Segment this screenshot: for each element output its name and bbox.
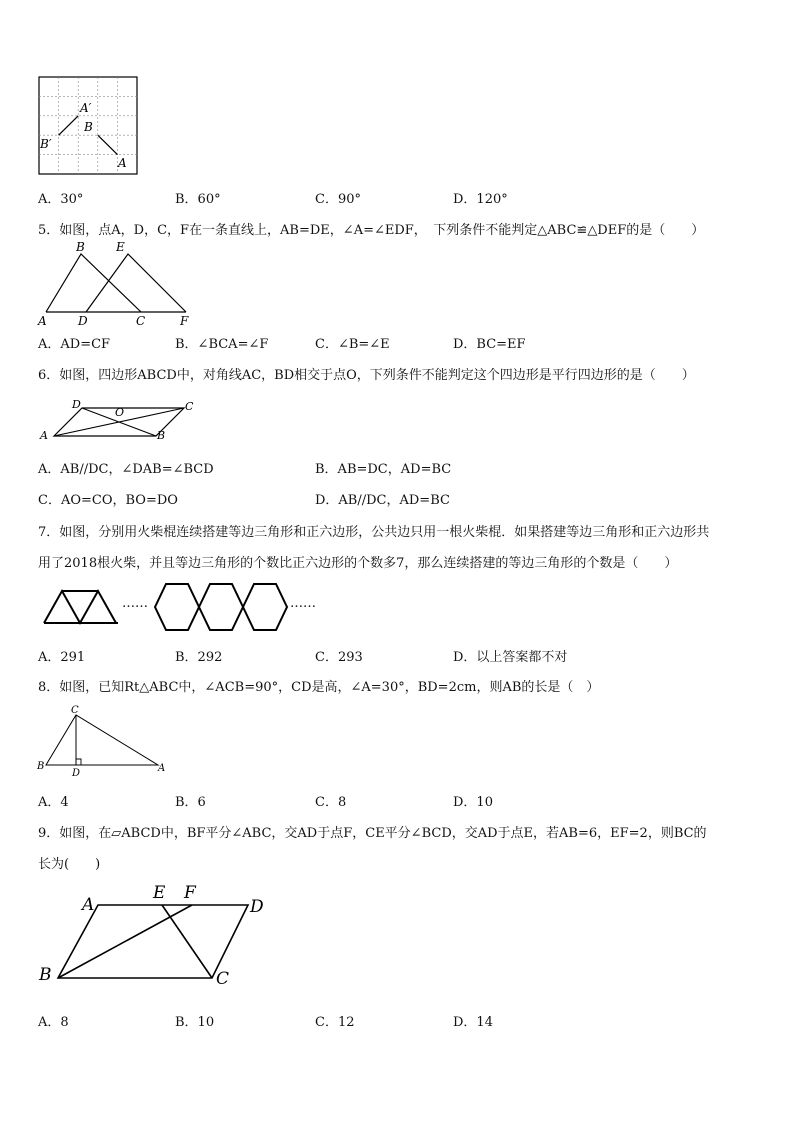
q9-label-a: A [82, 895, 95, 915]
q9-option-d[interactable]: D．14 [453, 1015, 493, 1030]
q9-label-e: E [153, 883, 166, 903]
q7-hexagons-figure [152, 580, 292, 636]
q4-option-b[interactable]: B．60° [175, 192, 221, 207]
q8-option-c[interactable]: C．8 [315, 795, 347, 810]
q6-question-text: 6．如图，四边形ABCD中，对角线AC，BD相交于点O，下列条件不能判定这个四边形是平行四边形的是（ ） [38, 368, 695, 383]
q9-option-c[interactable]: C．12 [315, 1015, 355, 1030]
q4-option-a[interactable]: A．30° [38, 192, 84, 207]
q9-label-f: F [184, 883, 196, 903]
q7-question-line1: 7．如图，分别用火柴棍连续搭建等边三角形和正六边形，公共边只用一根火柴棍．如果搭建等边三角形和正六边形共 [38, 525, 710, 540]
q5-label-e: E [116, 240, 125, 254]
q5-option-d[interactable]: D．BC=EF [453, 337, 526, 352]
q9-option-a[interactable]: A．8 [38, 1015, 69, 1030]
q5-label-c: C [136, 314, 146, 328]
q8-label-a: A [158, 763, 166, 774]
q4-label-b: B [84, 120, 93, 134]
q4-option-d[interactable]: D．120° [453, 192, 508, 207]
q7-option-a[interactable]: A．291 [38, 650, 86, 665]
q8-label-c: C [71, 705, 79, 716]
q8-question-text: 8．如图，已知Rt△ABC中，∠ACB=90°，CD是高，∠A=30°，BD=2cm，则AB的长是（ ） [38, 680, 600, 695]
q6-option-b[interactable]: B．AB=DC，AD=BC [315, 462, 452, 477]
q9-option-b[interactable]: B．10 [175, 1015, 215, 1030]
q6-label-c: C [185, 400, 194, 413]
q8-option-a[interactable]: A．4 [38, 795, 69, 810]
q7-triangles-figure [42, 587, 122, 627]
q4-label-b-prime: B′ [40, 137, 52, 151]
q7-ellipsis-2: …… [290, 596, 316, 611]
q7-question-line2: 用了2018根火柴，并且等边三角形的个数比正六边形的个数多7，那么连续搭建的等边三角形的个数是（ ） [38, 556, 678, 571]
q9-parallelogram-figure [36, 878, 276, 993]
q5-option-c[interactable]: C．∠B=∠E [315, 337, 390, 352]
q6-label-d: D [72, 398, 81, 411]
q9-question-line2: 长为( ) [38, 857, 101, 872]
q9-label-d: D [250, 897, 264, 917]
q9-question-line1: 9．如图，在▱ABCD中，BF平分∠ABC，交AD于点F，CE平分∠BCD，交AD于点E，若AB=6，EF=2，则BC的 [38, 826, 707, 841]
q8-label-d: D [72, 768, 81, 779]
q5-option-a[interactable]: A．AD=CF [38, 337, 111, 352]
q6-label-o: O [115, 406, 125, 419]
q5-label-b: B [76, 240, 85, 254]
q5-triangles-figure [36, 240, 196, 330]
q4-label-a-prime: A′ [80, 101, 92, 115]
q6-option-d[interactable]: D．AB//DC，AD=BC [315, 493, 450, 508]
q7-ellipsis-1: …… [122, 596, 148, 611]
q9-label-b: B [39, 965, 52, 985]
q6-option-a[interactable]: A．AB//DC，∠DAB=∠BCD [38, 462, 214, 477]
q5-label-f: F [180, 314, 189, 328]
q9-label-c: C [216, 969, 230, 989]
q7-option-c[interactable]: C．293 [315, 650, 363, 665]
q6-label-a: A [40, 429, 48, 442]
q8-option-b[interactable]: B．6 [175, 795, 206, 810]
q6-option-c[interactable]: C．AO=CO，BO=DO [38, 493, 178, 508]
q4-grid-figure [38, 76, 140, 176]
q4-label-a: A [118, 156, 127, 170]
q8-option-d[interactable]: D．10 [453, 795, 493, 810]
q6-quadrilateral-figure [36, 396, 198, 444]
q5-label-d: D [78, 314, 88, 328]
q5-label-a: A [38, 314, 47, 328]
q4-option-c[interactable]: C．90° [315, 192, 361, 207]
q8-right-triangle-figure [36, 703, 168, 779]
q6-label-b: B [157, 429, 166, 442]
q7-option-d[interactable]: D．以上答案都不对 [453, 650, 568, 665]
q7-option-b[interactable]: B．292 [175, 650, 223, 665]
q5-option-b[interactable]: B．∠BCA=∠F [175, 337, 269, 352]
q5-question-text: 5．如图，点A，D，C，F在一条直线上，AB=DE，∠A=∠EDF， 下列条件不能判定△ABC≌△DEF的是（ ） [38, 223, 705, 238]
q8-label-b: B [37, 761, 45, 772]
